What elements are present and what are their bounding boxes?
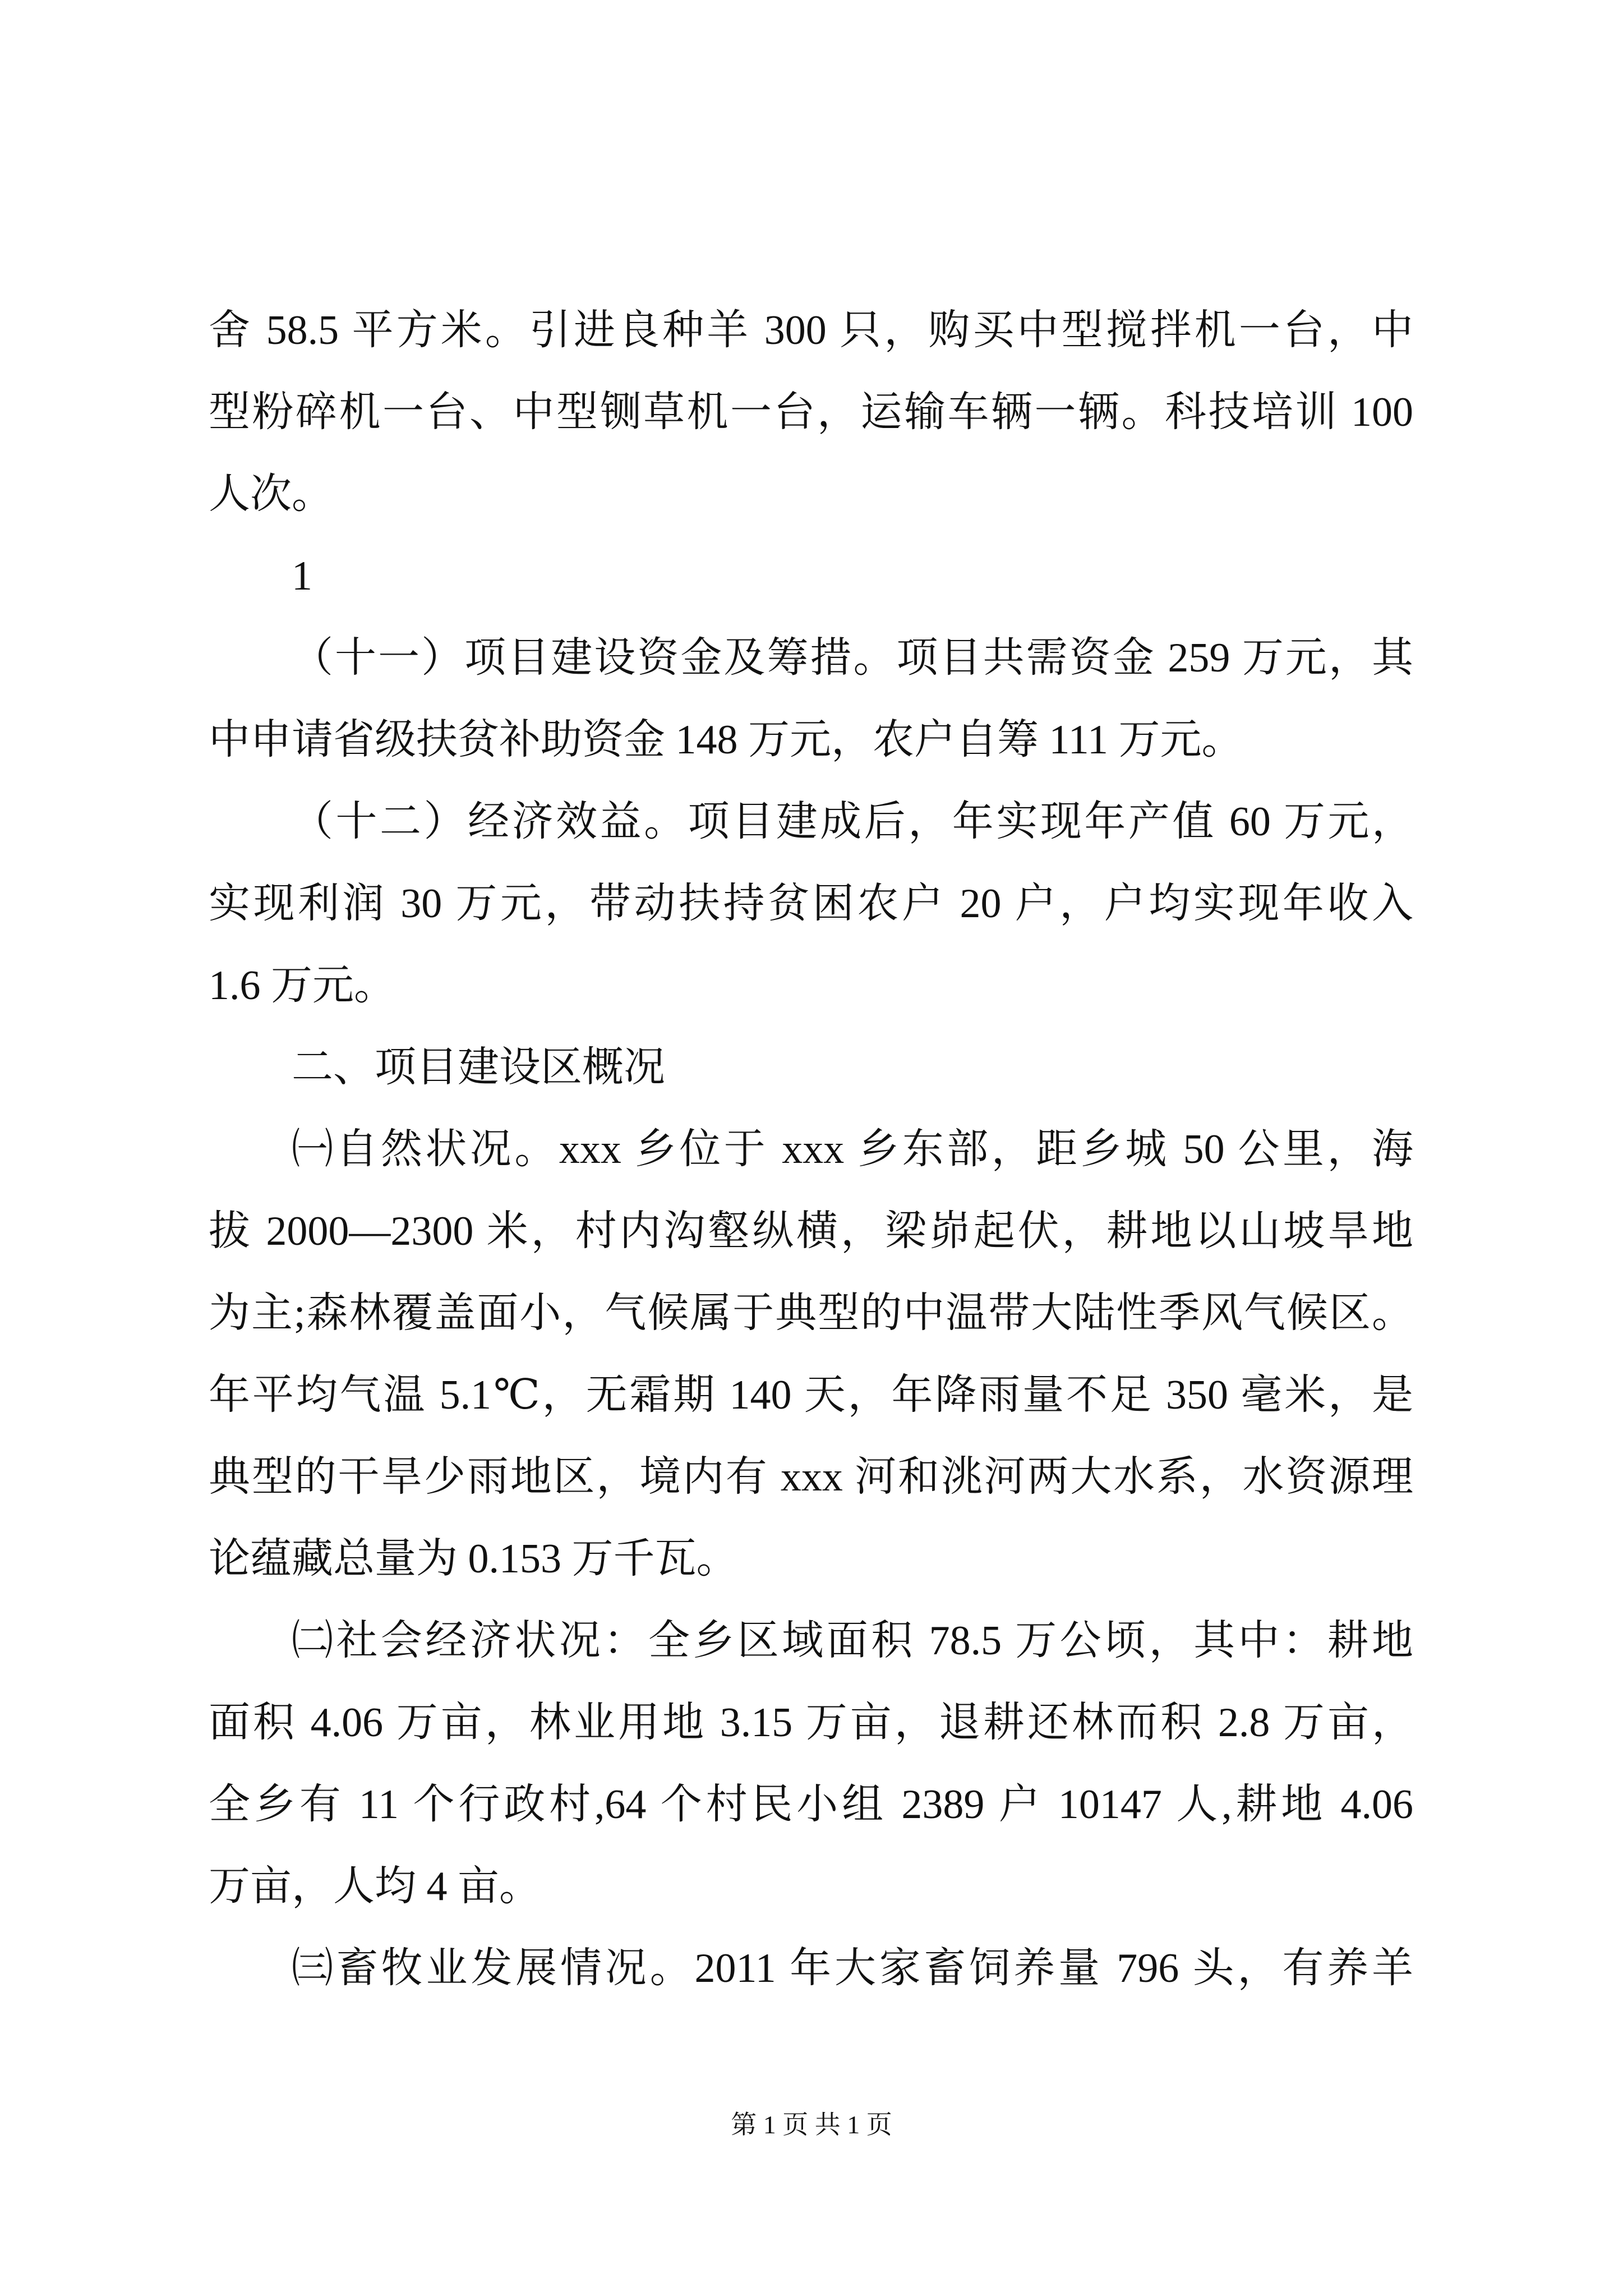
- text-line: 年平均气温 5.1℃，无霜期 140 天，年降雨量不足 350 毫米，是: [209, 1372, 1413, 1418]
- text-line: 1.6 万元。: [209, 963, 395, 1009]
- text-line: 拔 2000—2300 米，村内沟壑纵横，梁峁起伏，耕地以山坡旱地: [209, 1208, 1413, 1254]
- text-line: ㈡社会经济状况：全乡区域面积 78.5 万公顷，其中：耕地: [292, 1618, 1413, 1664]
- paragraph: [209, 617, 1413, 781]
- text-line: （十二）经济效益。项目建成后，年实现年产值 60 万元，: [292, 799, 1413, 845]
- paragraph: [209, 781, 1413, 1027]
- paragraph: [209, 535, 1413, 617]
- paragraph: [209, 1927, 1413, 2009]
- text-line: 1: [292, 553, 312, 599]
- paragraph: [209, 1108, 1413, 1600]
- text-line: 全乡有 11 个行政村,64 个村民小组 2389 户 10147 人,耕地 4.06: [209, 1782, 1413, 1828]
- document-body: [209, 289, 1413, 2009]
- paragraph: [209, 1600, 1413, 1927]
- text-line: 型粉碎机一台、中型铡草机一台，运输车辆一辆。科技培训 100: [209, 389, 1413, 435]
- text-line: 实现利润 30 万元，带动扶持贫困农户 20 户，户均实现年收入: [209, 881, 1413, 927]
- section-heading: [209, 1027, 1413, 1108]
- paragraph: [209, 289, 1413, 535]
- page-number-label: 第 1 页 共 1 页: [731, 2110, 892, 2139]
- text-line: 舍 58.5 平方米。引进良种羊 300 只，购买中型搅拌机一台，中: [209, 307, 1413, 353]
- text-line: 论蕴藏总量为 0.153 万千瓦。: [209, 1536, 738, 1582]
- text-line: 中申请省级扶贫补助资金 148 万元，农户自筹 111 万元。: [209, 717, 1243, 763]
- text-line: 典型的干旱少雨地区，境内有 xxx 河和洮河两大水系，水资源理: [209, 1454, 1413, 1500]
- text-line: ㈢畜牧业发展情况。2011 年大家畜饲养量 796 头，有养羊: [292, 1945, 1413, 1991]
- page-footer: [0, 2108, 1623, 2142]
- text-line: ㈠自然状况。xxx 乡位于 xxx 乡东部，距乡城 50 公里，海: [292, 1126, 1413, 1172]
- text-line: 二、项目建设区概况: [292, 1045, 665, 1091]
- text-line: 人次。: [209, 471, 333, 517]
- text-line: 万亩，人均 4 亩。: [209, 1864, 541, 1910]
- text-line: 面积 4.06 万亩，林业用地 3.15 万亩，退耕还林而积 2.8 万亩，: [209, 1700, 1413, 1746]
- text-line: 为主;森林覆盖面小，气候属于典型的中温带大陆性季风气候区。: [209, 1290, 1413, 1336]
- text-line: （十一）项目建设资金及筹措。项目共需资金 259 万元，其: [292, 635, 1413, 681]
